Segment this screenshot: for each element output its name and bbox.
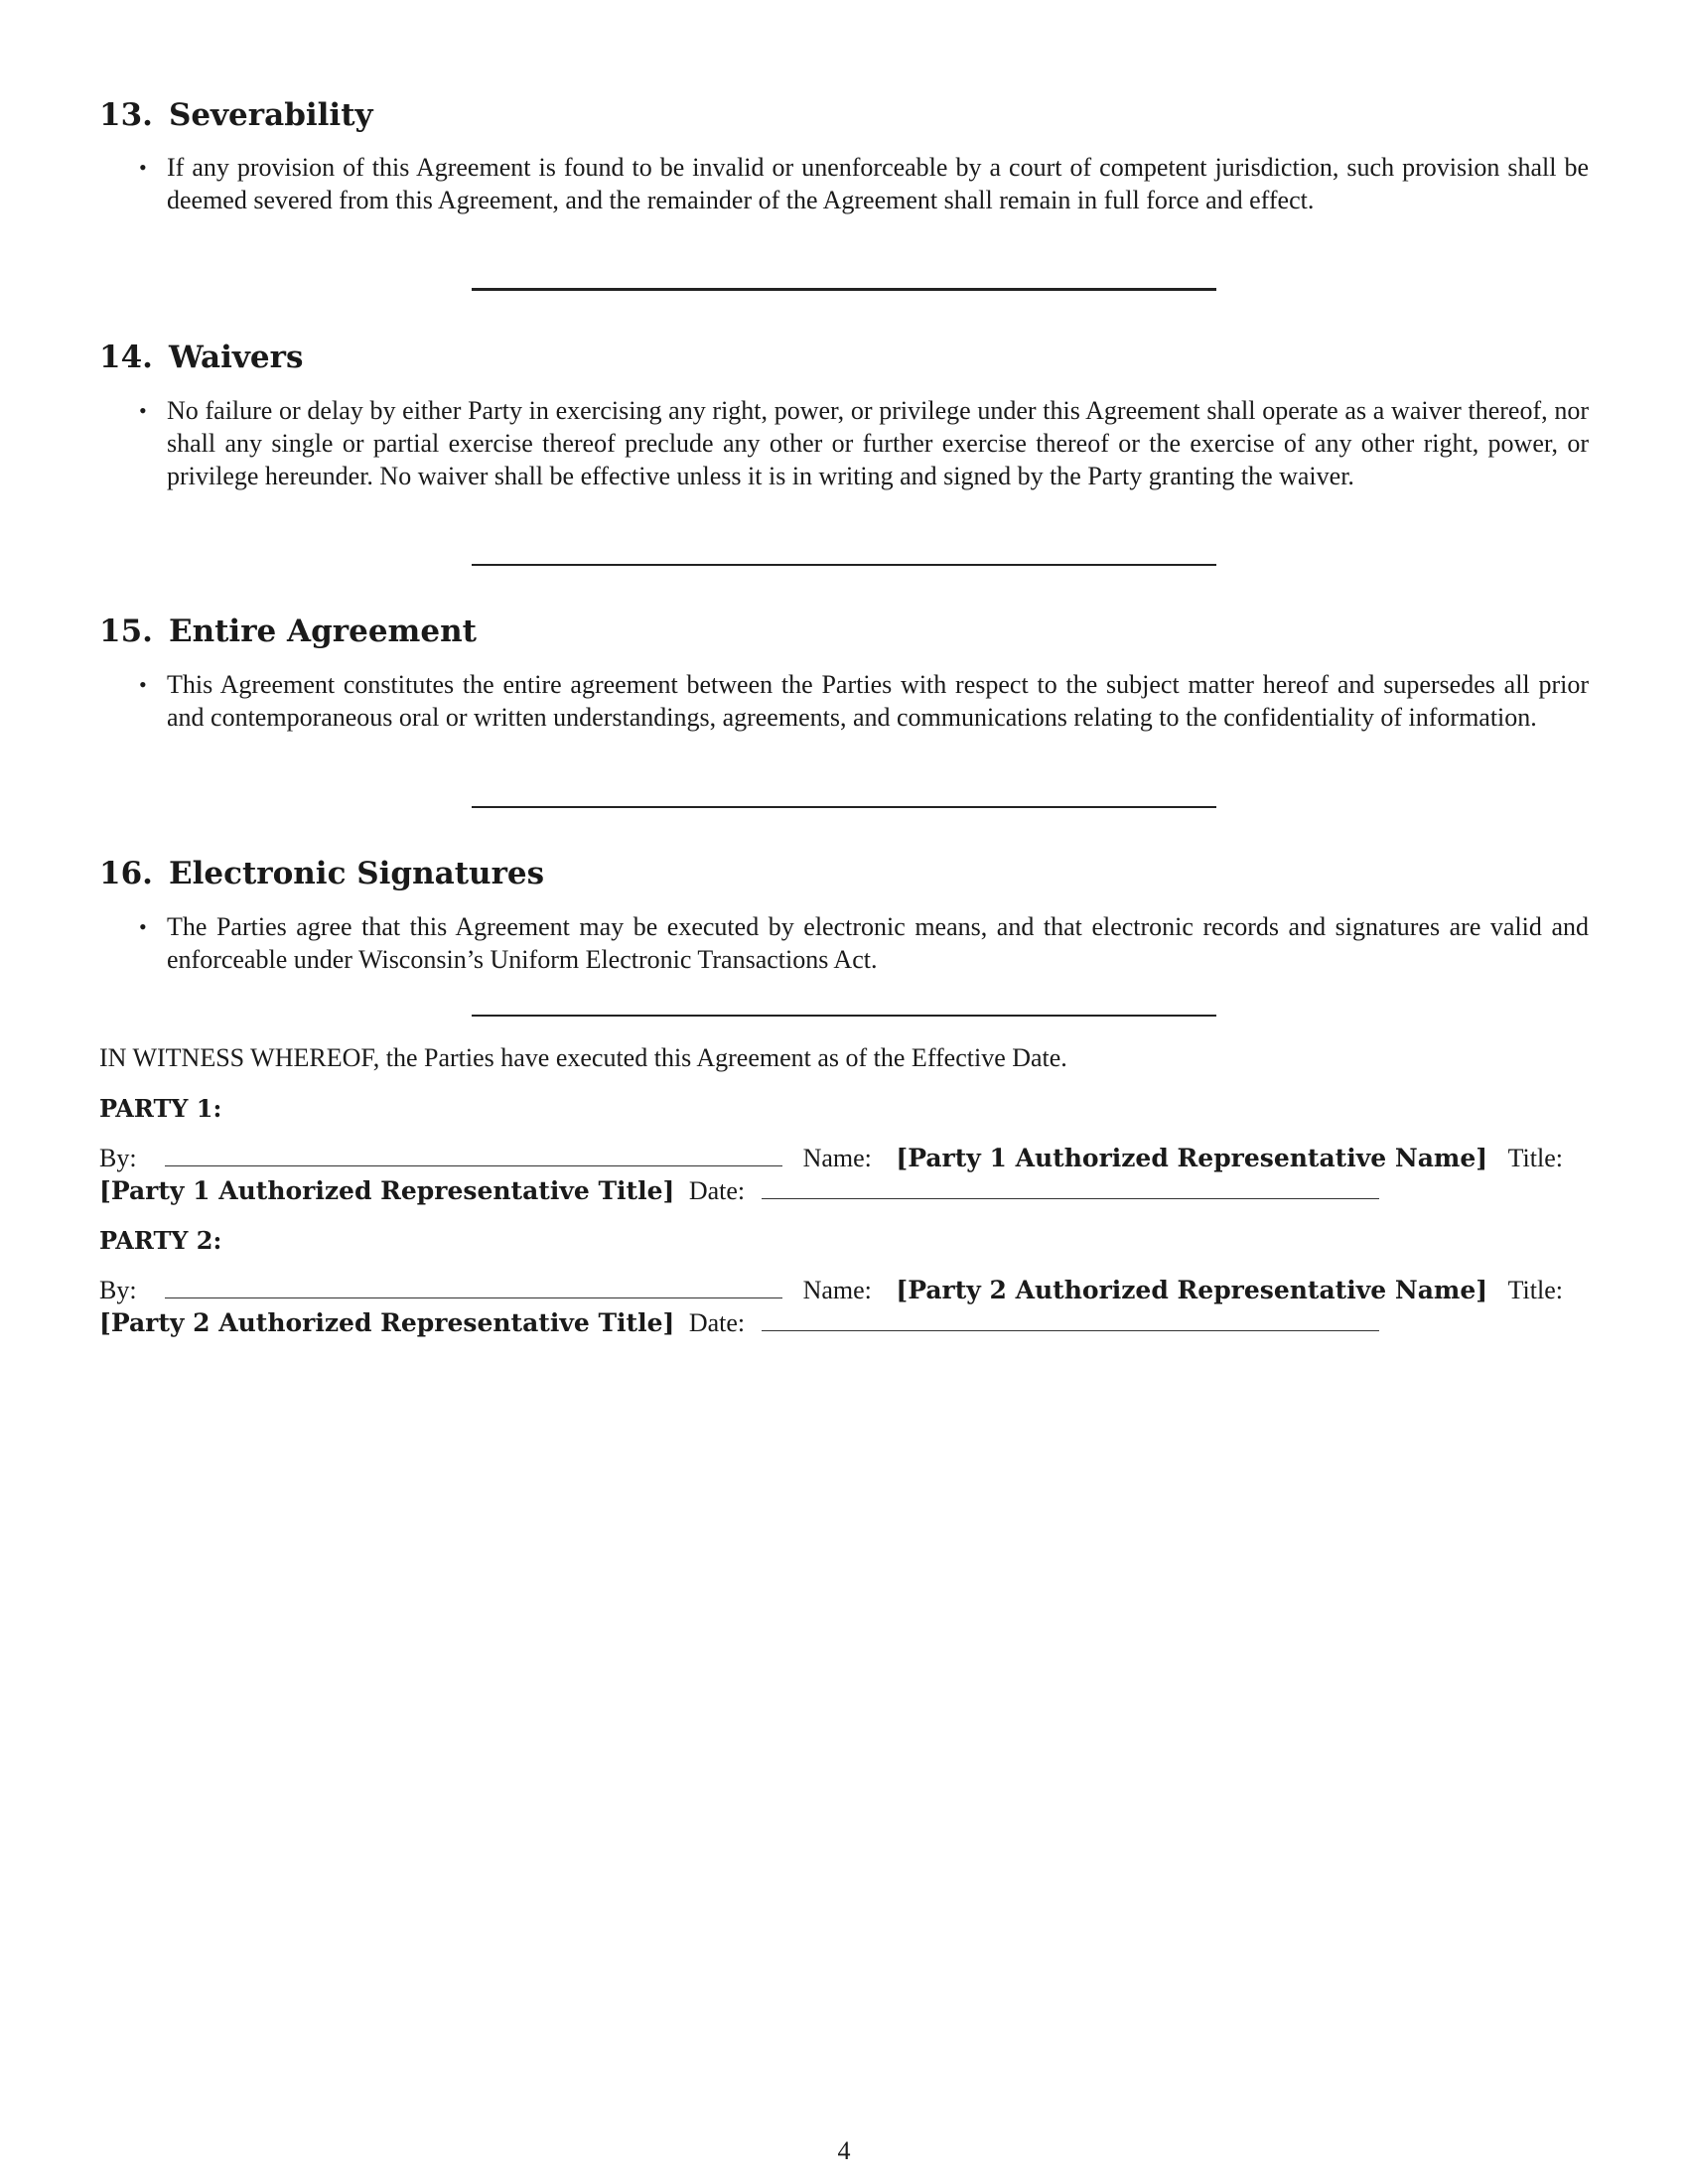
bullet-icon: • [139, 155, 147, 180]
section-13-title: Severability [168, 97, 373, 133]
section-divider [472, 288, 1216, 291]
party-2-name-value: [Party 2 Authorized Representative Name] [896, 1276, 1488, 1304]
section-16-heading [99, 856, 544, 891]
party-2-by-label: By: [99, 1276, 137, 1304]
section-divider [472, 806, 1216, 808]
section-14-title: Waivers [168, 340, 304, 375]
party-2-signature-field[interactable] [165, 1276, 782, 1298]
section-13-heading [99, 97, 373, 133]
party-2-signature-line-1 [99, 1274, 1589, 1306]
section-16-title: Electronic Signatures [168, 856, 545, 891]
bullet-icon: • [139, 914, 147, 939]
section-15-bullet [139, 668, 1589, 734]
section-15-heading [99, 614, 477, 649]
party-1-signature-field[interactable] [165, 1144, 782, 1166]
section-13-text: If any provision of this Agreement is found to be invalid or unenforceable by a court of competent jurisdiction, such provision shall be deemed severed from this Agreement, and the remainder of the Agreement shall remain in full force and effect. [167, 153, 1589, 214]
party-2-signature-line-2 [99, 1306, 1589, 1339]
party-1-by-label: By: [99, 1144, 137, 1172]
section-15-title: Entire Agreement [168, 614, 477, 649]
section-14-heading [99, 340, 303, 375]
party-2-heading: PARTY 2: [99, 1226, 222, 1255]
party-2-title-label: Title: [1507, 1276, 1563, 1304]
party-2-title-value: [Party 2 Authorized Representative Title] [99, 1308, 675, 1337]
witness-statement: IN WITNESS WHEREOF, the Parties have executed this Agreement as of the Effective Date. [99, 1043, 1067, 1072]
party-2-date-field[interactable] [762, 1308, 1379, 1331]
party-1-signature-line-2 [99, 1174, 1589, 1207]
section-14-text: No failure or delay by either Party in exercising any right, power, or privilege under this Agreement shall operate as a waiver thereof, nor shall any single or partial exercise thereof preclude any other or further exercise thereof or the exercise of any other right, power, or privilege hereunder. No waiver shall be effective unless it is in writing and signed by the Party granting the waiver. [167, 396, 1589, 490]
section-16-number: 16. [99, 856, 153, 891]
section-divider [472, 564, 1216, 566]
section-divider [472, 1015, 1216, 1017]
section-16-text: The Parties agree that this Agreement may be executed by electronic means, and that electronic records and signatures are valid and enforceable under Wisconsin’s Uniform Electronic Transactions Act. [167, 912, 1589, 974]
section-15-number: 15. [99, 614, 153, 649]
party-2-date-label: Date: [688, 1308, 746, 1337]
page-number: 4 [837, 2136, 851, 2165]
party-2-name-label: Name: [802, 1276, 872, 1304]
bullet-icon: • [139, 672, 147, 697]
section-13-bullet [139, 151, 1589, 216]
party-1-name-value: [Party 1 Authorized Representative Name] [896, 1144, 1488, 1172]
section-15-text: This Agreement constitutes the entire agreement between the Parties with respect to the subject matter hereof and supersedes all prior and contemporaneous oral or written understandings, agreements, and communications relating to the confidentiality of information. [167, 670, 1589, 732]
party-1-title-value: [Party 1 Authorized Representative Title] [99, 1176, 675, 1205]
section-14-bullet [139, 394, 1589, 492]
party-1-date-label: Date: [688, 1176, 746, 1205]
party-1-signature-line-1 [99, 1142, 1589, 1174]
section-14-number: 14. [99, 340, 153, 375]
party-1-heading: PARTY 1: [99, 1094, 222, 1123]
party-1-name-label: Name: [802, 1144, 872, 1172]
party-1-date-field[interactable] [762, 1176, 1379, 1199]
bullet-icon: • [139, 398, 147, 423]
section-13-number: 13. [99, 97, 153, 133]
section-16-bullet [139, 910, 1589, 976]
party-1-title-label: Title: [1507, 1144, 1563, 1172]
